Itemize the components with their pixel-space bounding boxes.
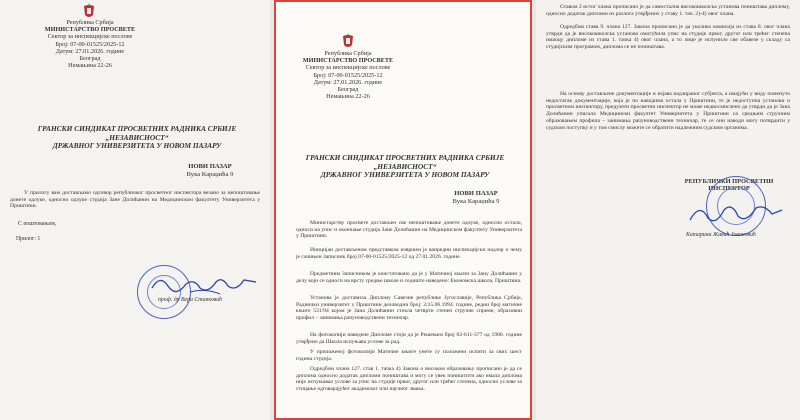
recipient-title	[6, 125, 268, 151]
recipient-address	[160, 163, 260, 178]
header-number: Број: 07-00-01525/2025-12	[313, 71, 383, 79]
header-date: Датум: 27.01.2026. године	[313, 78, 383, 86]
header-country: Република Србија	[324, 50, 372, 57]
recipient-title	[280, 154, 530, 180]
document-page-right	[536, 0, 800, 420]
signature-name: Катарина Живић Јовановић	[686, 232, 756, 238]
address-street: Вука Караџића 9	[186, 170, 234, 178]
address-street: Вука Караџића 9	[452, 197, 500, 205]
body-paragraph: На фотокопији наведене Дипломе стоји да је Решењем број 02-611-377 од 1980. године утврђено да Школа испуњава услове за рад.	[296, 332, 522, 345]
title-line: „НЕЗАВИСНОСТ“	[105, 132, 169, 142]
header-sector: Сектор за инспекцијске послове	[305, 64, 391, 72]
body-paragraph: Предметним Записником је констатовано да је у Матичној књизи за Зану Долићанин у делу који се односи на врсту средње школе и седиште наведено: Економска школа, Приштина.	[296, 271, 522, 284]
signature-title-line: ИНСПЕКТОР	[708, 185, 750, 193]
body-paragraph: Одредбом члана 127. став 1. тачка 4) Закона о високом образовању прописано је да се диплома односно додатак дипломи поништава и могу се увек поништити ако имала диплома није испуњавао услове за упис на студије првог, другог или трећег степена, односно услове за стицање одговарајућег академског или научног звања.	[296, 366, 522, 393]
address-city: НОВИ ПАЗАР	[188, 163, 232, 170]
handwritten-signature	[150, 270, 260, 300]
header-street: Немањина 22-26	[68, 62, 112, 70]
header-date: Датум: 27.01.2026. године	[55, 47, 125, 55]
recipient-address	[426, 190, 526, 205]
serbian-coat-of-arms-icon	[342, 33, 354, 49]
title-line: ГРАНСКИ СИНДИКАТ ПРОСВЕТНИХ РАДНИКА СРБИЈЕ	[37, 124, 237, 133]
title-line: „НЕЗАВИСНОСТ“	[373, 161, 437, 171]
header-ministry: МИНИСТАРСТВО ПРОСВЕТЕ	[302, 57, 394, 65]
handwritten-signature	[686, 200, 786, 228]
attachment-note: Прилог: 1	[16, 236, 41, 242]
header-city: Београд	[79, 55, 101, 63]
serbian-coat-of-arms-icon	[83, 3, 95, 19]
header-street: Немањина 22-26	[326, 93, 370, 101]
ministry-header	[30, 19, 150, 69]
ministry-header	[288, 50, 408, 100]
body-paragraph: Ставом 2 истог члана прописано је да самостална високошколска установа поништава диплому, односно додатак дипломи из разлога утврђених у ставу 1. тач. 2)-4) овог члана.	[546, 4, 790, 17]
header-ministry: МИНИСТАРСТВО ПРОСВЕТЕ	[44, 26, 136, 34]
body-paragraph: Установа је доставила Диплому Савезне републике Југославије, Република Србије, Раднички универзитет у Приштини деловодни број: 2/15.06.1994. године, редни број матичне књиге 531/94 којом је Зана Долићанин стекла четврти степен стручне спреме, образовни профил – занимања рачуноводствени техничар.	[296, 295, 522, 322]
signature-title-line: РЕПУБЛИЧКИ ПРОСВЕТНИ	[684, 178, 774, 185]
body-paragraph: У прилогу вам достављамо одговор републичког просветног инспектора везано за непоштовање донете одлуке, односно одлуке студија Зане Долићанин на Медицинском факултету Универзитета у Приштини.	[10, 190, 260, 210]
body-paragraph: Иницијан достављеном представком извршен је ванредни инспекцијски надзор о чему је сачињен Записник број 07-00-01525/2025-12 од 27.01.2026. године.	[296, 247, 522, 260]
address-city: НОВИ ПАЗАР	[454, 190, 498, 197]
body-paragraph: Одредбом става 9. члана 127. Закона прописано је да уколико комисија из става 8. овог члана утврди да је високошколска установа омогућила упис на студије првог, другог или трећег степена имаоцу дипломе из става 1. тачка 4) овог члана, а то лице је испунило све обавезе у складу са студијским програмом, диплома се не поништава.	[546, 24, 790, 51]
document-page-left	[0, 0, 270, 420]
body-paragraph: У приложеној фотокопији Матичне књиге унете су положени испити за свих шест година студија.	[296, 349, 522, 362]
closing-text: С поштовањем,	[18, 221, 57, 227]
title-line: ДРЖАВНОГ УНИВЕРЗИТЕТА У НОВОМ ПАЗАРУ	[52, 141, 222, 151]
title-line: ГРАНСКИ СИНДИКАТ ПРОСВЕТНИХ РАДНИКА СРБИЈЕ	[305, 153, 505, 162]
header-number: Број: 07-00-01525/2025-12	[55, 40, 125, 48]
signature-name: проф. др Вера Станковић	[158, 297, 223, 303]
document-page-middle	[274, 0, 532, 420]
header-sector: Сектор за инспекцијске послове	[47, 33, 133, 41]
header-city: Београд	[337, 86, 359, 94]
title-line: ДРЖАВНОГ УНИВЕРЗИТЕТА У НОВОМ ПАЗАРУ	[320, 170, 490, 180]
body-paragraph: На основу достављене документације и изјава надзираног субјекта, а имајући у виду поменуто недостатак документације, која је по наводима остала у Приштини, те је недоступна установи и просветном инспектору, предузети просветни инспектор не може недвосмислено да утврди да је Зана Долићанин уписала Медицински факултет Универзитета у Приштини са средњим стручним образовањем профила – занимања рачуноводствени техничар, те се они наводи могу потврдити у судском поступку и у том смислу можете се обратити надлежним судским органима.	[546, 91, 790, 131]
body-paragraph: Министарству просвете достављен све непоштовање донете одлуке, односно остало, односи на упис и окончање студија Зане Долићанин на Медицинском факултету Универзитета у Приштини.	[296, 220, 522, 240]
header-country: Република Србија	[66, 19, 114, 26]
